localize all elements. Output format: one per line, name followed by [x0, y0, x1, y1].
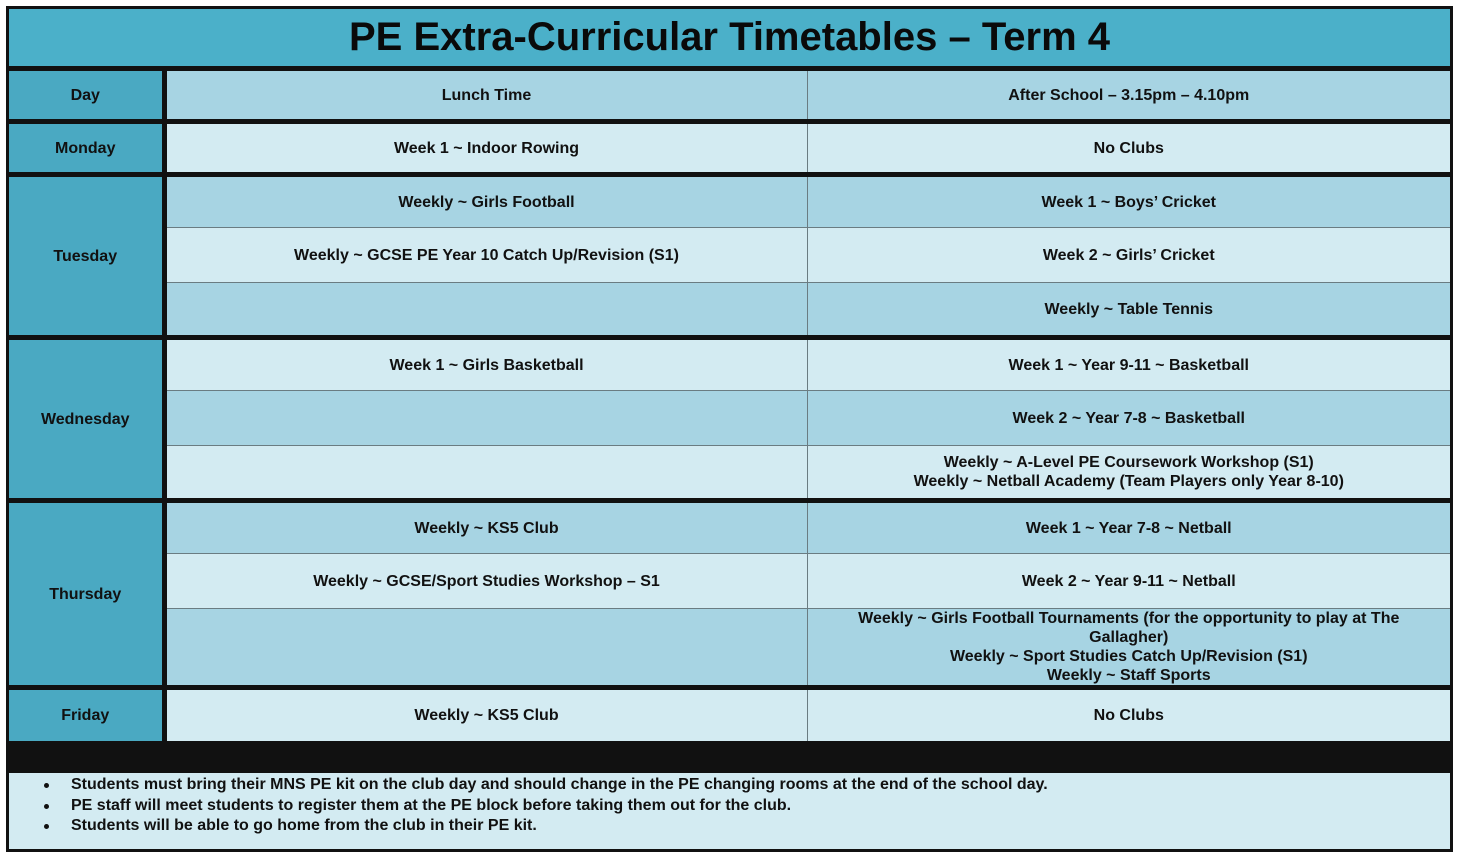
note-item: PE staff will meet students to register them at the PE block before taking them out for the club. [71, 796, 1450, 817]
notes-list [9, 773, 1450, 837]
table-row [9, 391, 1450, 446]
lunch-cell: Week 1 ~ Girls Basketball [164, 338, 807, 391]
table-row [9, 554, 1450, 609]
table-row [9, 338, 1450, 391]
after-school-cell: Week 1 ~ Year 7-8 ~ Netball [807, 501, 1450, 554]
timetable [9, 66, 1450, 741]
table-row [9, 122, 1450, 175]
after-school-cell: Weekly ~ Table Tennis [807, 283, 1450, 338]
lunch-cell: Weekly ~ KS5 Club [164, 501, 807, 554]
table-row [9, 609, 1450, 688]
table-row [9, 175, 1450, 228]
after-school-line: Weekly ~ Staff Sports [1046, 667, 1211, 684]
lunch-cell: Weekly ~ GCSE PE Year 10 Catch Up/Revision (S1) [164, 228, 807, 283]
timetable-frame [6, 6, 1453, 852]
lunch-cell: Weekly ~ KS5 Club [164, 688, 807, 741]
after-school-cell [807, 609, 1450, 688]
table-row [9, 688, 1450, 741]
after-school-cell [807, 446, 1450, 501]
notes-panel [9, 768, 1450, 849]
after-school-cell: No Clubs [807, 688, 1450, 741]
after-school-line: Weekly ~ Netball Academy (Team Players only Year 8-10) [913, 473, 1344, 490]
lunch-cell-empty [164, 391, 807, 446]
lunch-cell-empty [164, 446, 807, 501]
table-row [9, 501, 1450, 554]
header-day: Day [9, 69, 164, 122]
page-title: PE Extra-Curricular Timetables – Term 4 [9, 9, 1450, 66]
header-after-school: After School – 3.15pm – 4.10pm [807, 69, 1450, 122]
lunch-cell: Weekly ~ GCSE/Sport Studies Workshop – S1 [164, 554, 807, 609]
after-school-cell: No Clubs [807, 122, 1450, 175]
note-item: Students must bring their MNS PE kit on the club day and should change in the PE changing rooms at the end of the school day. [71, 775, 1450, 796]
table-row [9, 283, 1450, 338]
lunch-cell: Week 1 ~ Indoor Rowing [164, 122, 807, 175]
note-item: Students will be able to go home from the club in their PE kit. [71, 816, 1450, 837]
header-lunch: Lunch Time [164, 69, 807, 122]
after-school-cell: Week 2 ~ Year 9-11 ~ Netball [807, 554, 1450, 609]
lunch-cell-empty [164, 283, 807, 338]
after-school-line: Weekly ~ A-Level PE Coursework Workshop (S1) [943, 454, 1314, 471]
after-school-line: Gallagher) [1089, 629, 1169, 646]
day-tuesday: Tuesday [9, 175, 164, 338]
table-row [9, 228, 1450, 283]
after-school-line: Weekly ~ Sport Studies Catch Up/Revision (S1) [949, 648, 1308, 665]
day-friday: Friday [9, 688, 164, 741]
lunch-cell: Weekly ~ Girls Football [164, 175, 807, 228]
after-school-cell: Week 2 ~ Year 7-8 ~ Basketball [807, 391, 1450, 446]
lunch-cell-empty [164, 609, 807, 688]
table-row [9, 446, 1450, 501]
day-monday: Monday [9, 122, 164, 175]
after-school-cell: Week 1 ~ Boys’ Cricket [807, 175, 1450, 228]
after-school-cell: Week 1 ~ Year 9-11 ~ Basketball [807, 338, 1450, 391]
after-school-cell: Week 2 ~ Girls’ Cricket [807, 228, 1450, 283]
after-school-line: Weekly ~ Girls Football Tournaments (for the opportunity to play at The [858, 610, 1400, 627]
day-thursday: Thursday [9, 501, 164, 688]
day-wednesday: Wednesday [9, 338, 164, 501]
header-row [9, 69, 1450, 122]
